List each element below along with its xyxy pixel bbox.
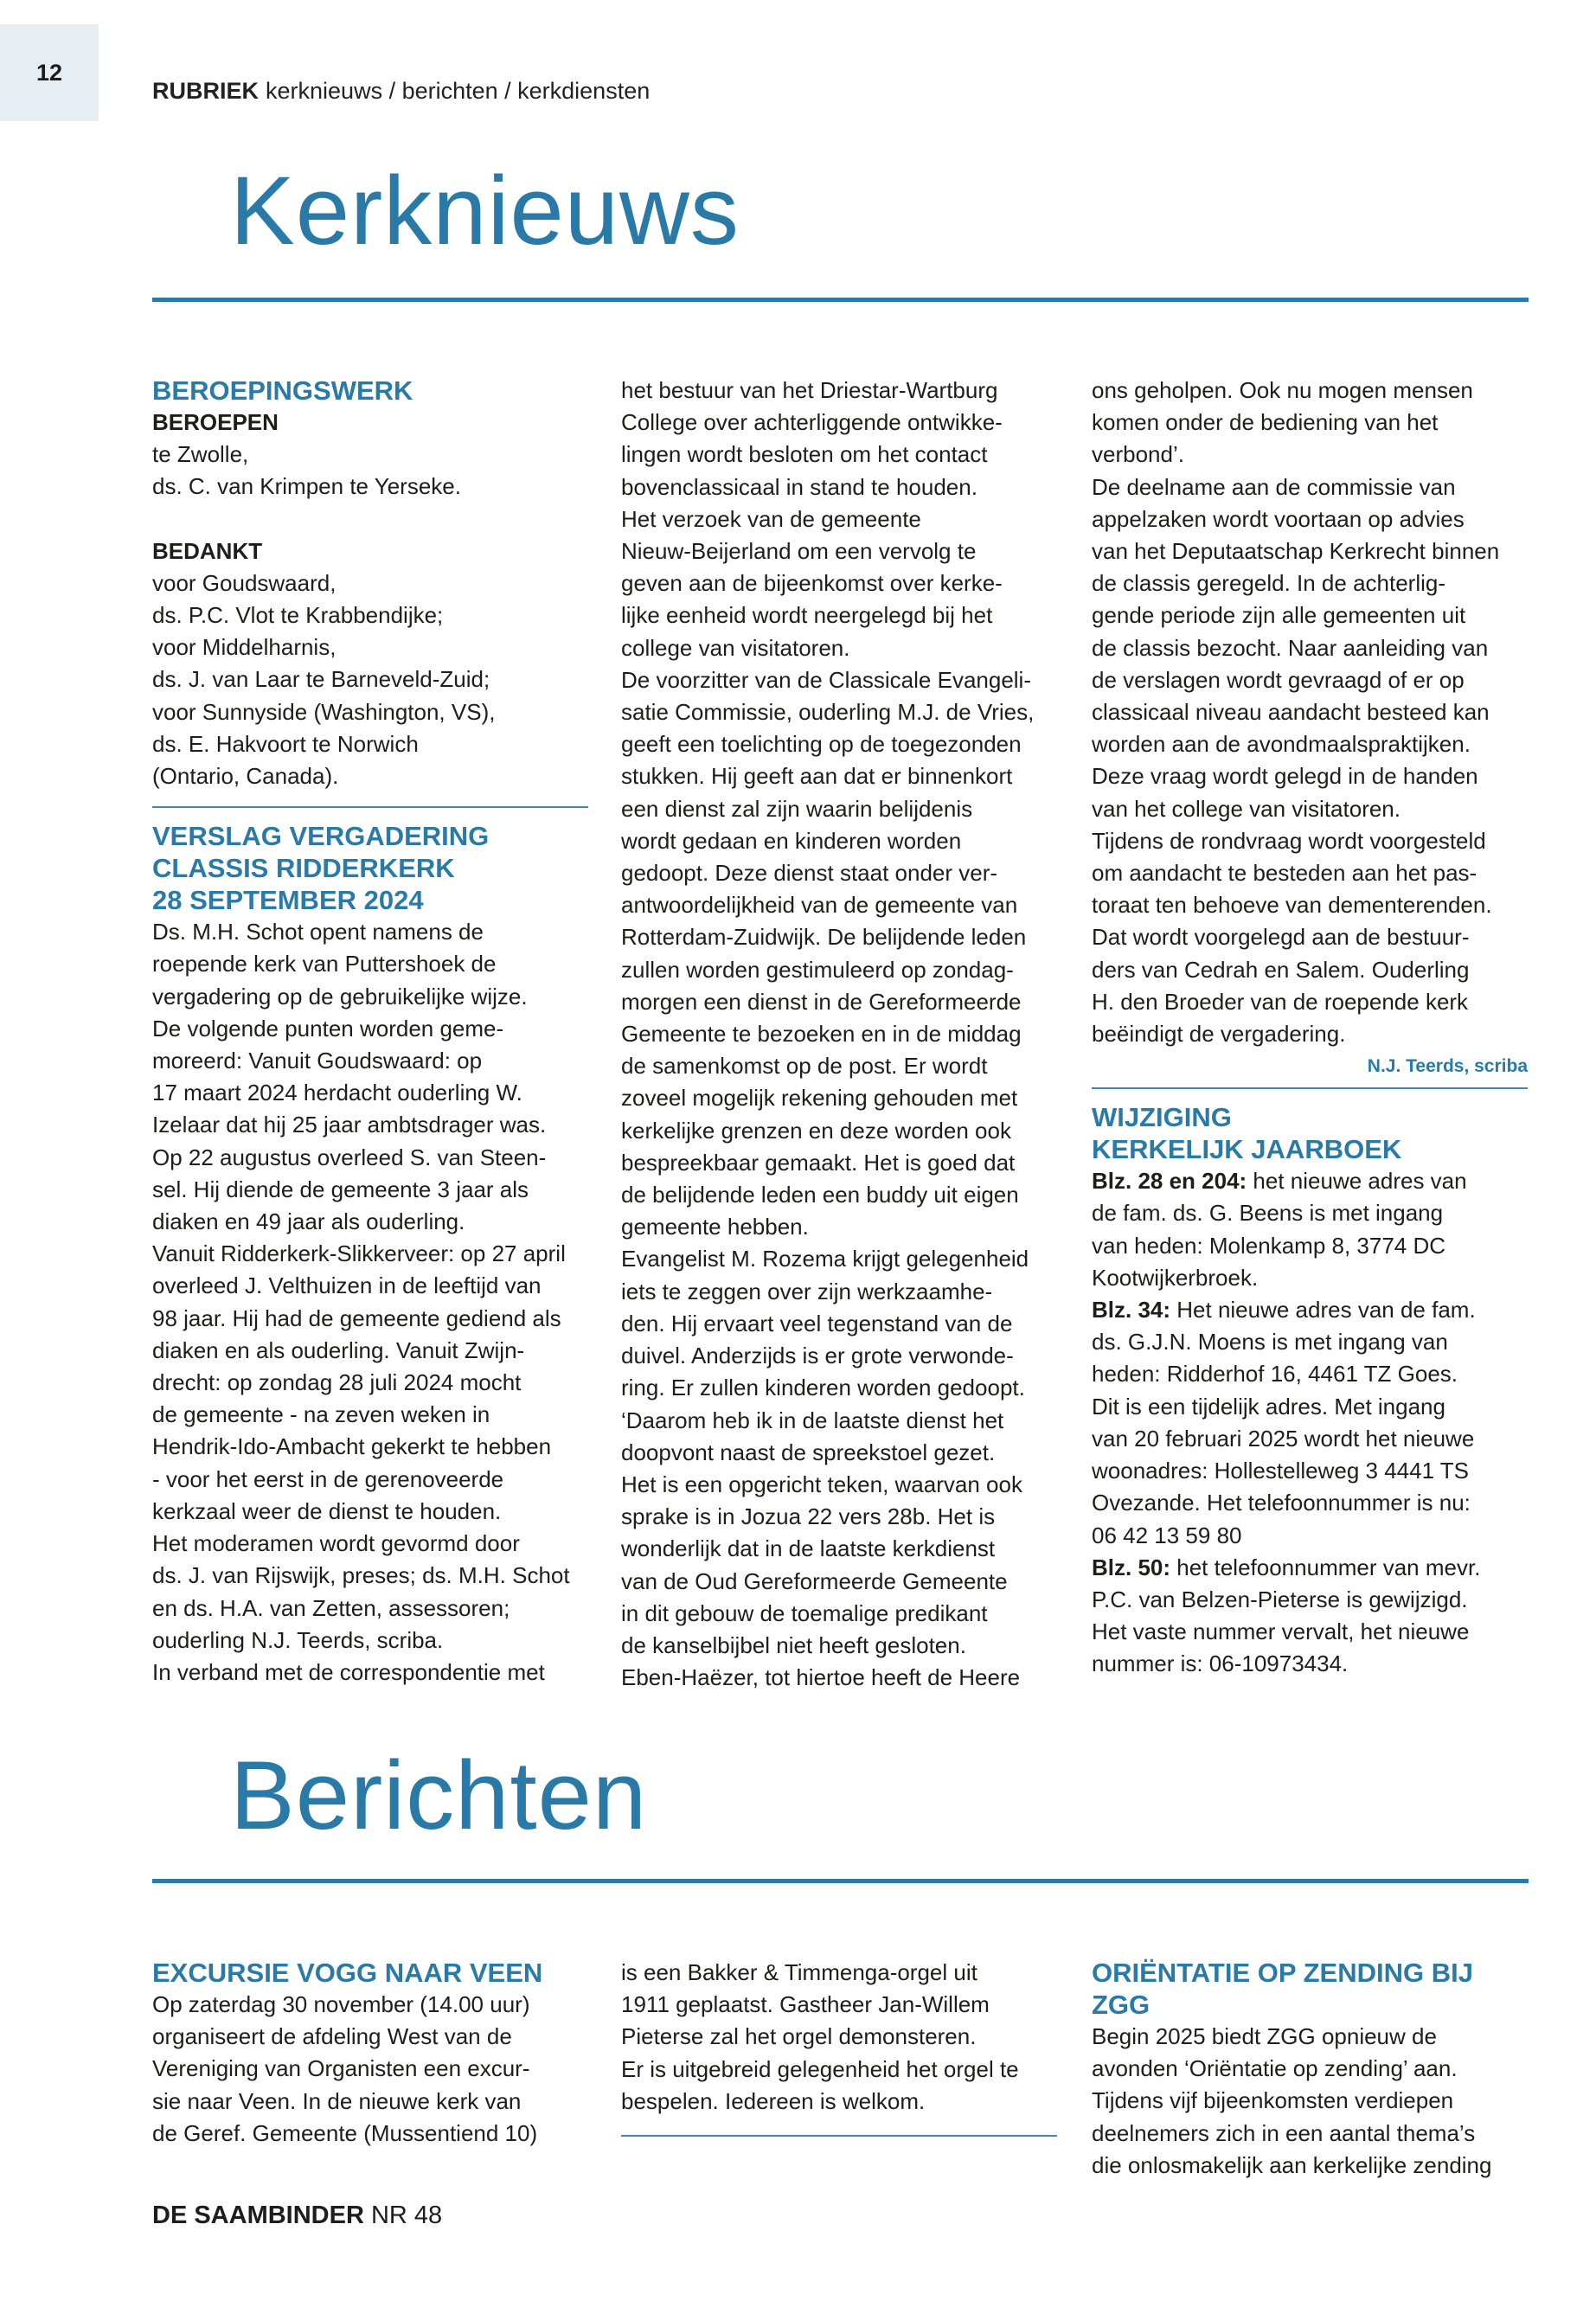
text-line: Tijdens vijf bijeenkomsten verdiepen (1092, 2087, 1454, 2114)
berichten-column-1 (152, 1957, 588, 2150)
text-line: voor Sunnyside (Washington, VS), (152, 698, 496, 725)
text-line: zoveel mogelijk rekening gehouden met (621, 1085, 1018, 1112)
text-line: drecht: op zondag 28 juli 2024 mocht (152, 1369, 522, 1396)
text-line: Dat wordt voorgelegd aan de bestuur- (1092, 924, 1470, 951)
text-line: CLASSIS RIDDERKERK (152, 853, 455, 884)
text-line: P.C. van Belzen-Pieterse is gewijzigd. (1092, 1586, 1468, 1612)
wijziging-heading (1092, 1101, 1528, 1165)
text-line: om aandacht te besteden aan het pas- (1092, 860, 1477, 887)
text-line: VERSLAG VERGADERING (152, 821, 490, 852)
footer (152, 2202, 442, 2230)
text-line: organiseert de afdeling West van de (152, 2023, 512, 2050)
text-line: H. den Broeder van de roepende kerk (1092, 988, 1469, 1015)
text-line: de belijdende leden een buddy uit eigen (621, 1182, 1019, 1208)
text-line: sie naar Veen. In de nieuwe kerk van (152, 2087, 522, 2114)
excursie-heading: EXCURSIE VOGG NAAR VEEN (152, 1958, 543, 1988)
text-line: Er is uitgebreid gelegenheid het orgel te (621, 2055, 1019, 2082)
wijziging-item-3 (1092, 1552, 1528, 1584)
text-line: Rotterdam-Zuidwijk. De belijdende leden (621, 924, 1027, 951)
text-line: avonden ‘Oriëntatie op zending’ aan. (1092, 2055, 1458, 2082)
text-line: toraat ten behoeve van dementerenden. (1092, 892, 1492, 919)
text-line: Dit is een tijdelijk adres. Met ingang (1092, 1393, 1445, 1420)
text-line: ring. Er zullen kinderen worden gedoopt. (621, 1375, 1025, 1401)
text-line: van het college van visitatoren. (1092, 795, 1401, 822)
text-line: bespelen. Iedereen is welkom. (621, 2087, 926, 2114)
wijziging-item-3-first: het telefoonnummer van mevr. (1170, 1554, 1481, 1580)
wijziging-item-3-text (1092, 1584, 1528, 1681)
text-line: ouderling N.J. Teerds, scriba. (152, 1626, 444, 1653)
text-line: Op zaterdag 30 november (14.00 uur) (152, 1991, 530, 2017)
beroepen-subheading: BEROEPEN (152, 409, 279, 435)
text-line: ds. J. van Laar te Barneveld-Zuid; (152, 666, 490, 693)
wijziging-item-2 (1092, 1294, 1528, 1326)
text-line: bovenclassicaal in stand te houden. (621, 473, 977, 500)
wijziging-item-2-text (1092, 1326, 1528, 1551)
text-line: Hendrik-Ido-Ambacht gekerkt te hebben (152, 1433, 552, 1460)
text-line: Gemeente te bezoeken en in de middag (621, 1021, 1022, 1048)
text-line: satie Commissie, ouderling M.J. de Vries, (621, 699, 1035, 726)
text-line: den. Hij ervaart veel tegenstand van de (621, 1310, 1013, 1336)
text-line: ds. P.C. Vlot te Krabbendijke; (152, 602, 444, 629)
page-number: 12 (0, 24, 99, 121)
text-line: Eben-Haëzer, tot hiertoe heeft de Heere (621, 1664, 1021, 1691)
text-line: voor Middelharnis, (152, 634, 337, 661)
text-line: 17 maart 2024 herdacht ouderling W. (152, 1080, 522, 1106)
wijziging-item-2-label: Blz. 34: (1092, 1297, 1171, 1324)
text-line: De volgende punten worden geme- (152, 1015, 504, 1042)
text-line: een dienst zal zijn waarin belijdenis (621, 795, 973, 822)
text-line: Begin 2025 biedt ZGG opnieuw de (1092, 2023, 1437, 2049)
kerknieuws-column-1 (152, 375, 588, 1689)
berichten-title: Berichten (230, 1741, 648, 1849)
text-line: deelnemers zich in een aantal thema’s (1092, 2119, 1476, 2146)
text-line: het bestuur van het Driestar-Wartburg (621, 377, 998, 403)
text-line: te Zwolle, (152, 441, 249, 468)
verslag-end-text (1092, 375, 1528, 1050)
publication-name: DE SAAMBINDER (152, 2202, 364, 2229)
text-line: Het verzoek van de gemeente (621, 505, 921, 532)
berichten-column-2 (621, 1957, 1057, 2149)
text-line: WIJZIGING (1092, 1102, 1232, 1133)
text-line: Evangelist M. Rozema krijgt gelegenheid (621, 1246, 1029, 1272)
verslag-heading (152, 820, 588, 916)
kerknieuws-title: Kerknieuws (230, 157, 740, 265)
text-line: woonadres: Hollestelleweg 3 4441 TS (1092, 1458, 1470, 1484)
text-line: worden aan de avondmaalspraktijken. (1092, 731, 1471, 758)
orientatie-heading: ORIËNTATIE OP ZENDING BIJ ZGG (1092, 1958, 1473, 2020)
rubriek-path: kerknieuws / berichten / kerkdiensten (266, 78, 651, 104)
text-line: ‘Daarom heb ik in de laatste dienst het (621, 1407, 1004, 1433)
excursie-continued-text (621, 1957, 1057, 2118)
beroepingswerk-heading: BEROEPINGSWERK (152, 375, 413, 406)
divider (152, 806, 588, 808)
text-line: duivel. Anderzijds is er grote verwonde- (621, 1343, 1014, 1369)
text-line: van de Oud Gereformeerde Gemeente (621, 1567, 1008, 1594)
text-line: Pieterse zal het orgel demonsteren. (621, 2023, 977, 2050)
bedankt-text (152, 567, 588, 792)
text-line: geven aan de bijeenkomst over kerke- (621, 570, 1003, 597)
text-line: ds. E. Hakvoort te Norwich (152, 730, 419, 757)
text-line: kerkzaal weer de dienst te houden. (152, 1497, 502, 1524)
text-line: ds. J. van Rijswijk, preses; ds. M.H. Schot (152, 1562, 570, 1589)
text-line: KERKELIJK JAARBOEK (1092, 1134, 1402, 1165)
text-line: Vanuit Ridderkerk-Slikkerveer: op 27 april (152, 1240, 566, 1267)
text-line: lingen wordt besloten om het contact (621, 441, 988, 468)
text-line: appelzaken wordt voortaan op advies (1092, 505, 1465, 532)
text-line: gedoopt. Deze dienst staat onder ver- (621, 860, 998, 887)
text-line: Het moderamen wordt gevormd door (152, 1530, 520, 1557)
text-line: - voor het eerst in de gerenoveerde (152, 1465, 504, 1492)
text-line: vergadering op de gebruikelijke wijze. (152, 983, 528, 1009)
text-line: de Geref. Gemeente (Mussentiend 10) (152, 2119, 538, 2146)
text-line: van 20 februari 2025 wordt het nieuwe (1092, 1425, 1475, 1452)
text-line: roepende kerk van Puttershoek de (152, 951, 497, 977)
text-line: Op 22 augustus overleed S. van Steen- (152, 1144, 547, 1170)
text-line: wordt gedaan en kinderen worden (621, 827, 962, 854)
text-line: Het vaste nummer vervalt, het nieuwe (1092, 1618, 1470, 1645)
orientatie-text (1092, 2021, 1528, 2182)
text-line: komen onder de bediening van het (1092, 409, 1439, 436)
kerknieuws-column-3 (1092, 375, 1528, 1681)
wijziging-item-1 (1092, 1165, 1528, 1197)
text-line: heden: Ridderhof 16, 4461 TZ Goes. (1092, 1361, 1458, 1388)
wijziging-item-1-label: Blz. 28 en 204: (1092, 1168, 1247, 1195)
text-line: Vereniging van Organisten een excur- (152, 2055, 530, 2082)
text-line: ds. C. van Krimpen te Yerseke. (152, 473, 461, 500)
text-line: moreerd: Vanuit Goudswaard: op (152, 1048, 483, 1074)
text-line: is een Bakker & Timmenga-orgel uit (621, 1959, 977, 1985)
text-line: iets te zeggen over zijn werkzaamhe- (621, 1278, 993, 1304)
wijziging-item-1-text (1092, 1197, 1528, 1294)
verslag-continued-text (621, 375, 1057, 1694)
text-line: 28 SEPTEMBER 2024 (152, 885, 424, 916)
text-line: de gemeente - na zeven weken in (152, 1401, 490, 1428)
text-line: en ds. H.A. van Zetten, assessoren; (152, 1594, 510, 1621)
text-line: Izelaar dat hij 25 jaar ambtsdrager was. (152, 1112, 547, 1138)
text-line: diaken en als ouderling. Vanuit Zwijn- (152, 1336, 525, 1363)
text-line: ders van Cedrah en Salem. Ouderling (1092, 956, 1470, 983)
text-line: ons geholpen. Ook nu mogen mensen (1092, 377, 1473, 403)
text-line: sprake is in Jozua 22 vers 28b. Het is (621, 1503, 996, 1530)
text-line: wonderlijk dat in de laatste kerkdienst (621, 1535, 996, 1562)
text-line: de fam. ds. G. Beens is met ingang (1092, 1200, 1444, 1227)
text-line: College over achterliggende ontwikke- (621, 409, 1003, 436)
text-line: 1911 geplaatst. Gastheer Jan-Willem (621, 1991, 990, 2018)
text-line: Kootwijkerbroek. (1092, 1264, 1259, 1291)
text-line: zullen worden gestimuleerd op zondag- (621, 956, 1014, 983)
text-line: gemeente hebben. (621, 1214, 809, 1240)
text-line: Ds. M.H. Schot opent namens de (152, 919, 484, 945)
text-line: Tijdens de rondvraag wordt voorgesteld (1092, 827, 1486, 854)
kerknieuws-column-2 (621, 375, 1057, 1694)
text-line: de samenkomst op de post. Er wordt (621, 1053, 988, 1080)
text-line: classicaal niveau aandacht besteed kan (1092, 699, 1490, 726)
signature: N.J. Teerds, scriba (1367, 1056, 1528, 1077)
text-line: (Ontario, Canada). (152, 763, 339, 790)
text-line: Nieuw-Beijerland om een vervolg te (621, 538, 977, 565)
text-line: beëindigt de vergadering. (1092, 1021, 1346, 1048)
text-line: Het is een opgericht teken, waarvan ook (621, 1471, 1022, 1497)
text-line: gende periode zijn alle gemeenten uit (1092, 602, 1466, 629)
divider (621, 2135, 1057, 2137)
text-line: doopvont naast de spreekstoel gezet. (621, 1439, 996, 1465)
text-line: van heden: Molenkamp 8, 3774 DC (1092, 1232, 1446, 1259)
beroepen-text (152, 439, 588, 503)
text-line: voor Goudswaard, (152, 569, 337, 596)
wijziging-item-1-first: het nieuwe adres van (1247, 1168, 1467, 1195)
rubriek-label: RUBRIEK (152, 78, 260, 104)
text-line: lijke eenheid wordt neergelegd bij het (621, 602, 993, 629)
text-line: de verslagen wordt gevraagd of er op (1092, 666, 1465, 693)
excursie-text (152, 1989, 588, 2150)
text-line: ds. G.J.N. Moens is met ingang van (1092, 1329, 1448, 1356)
text-line: de classis bezocht. Naar aanleiding van (1092, 634, 1489, 661)
text-line: In verband met de correspondentie met (152, 1658, 545, 1685)
rubriek-breadcrumb (152, 78, 650, 105)
text-line: overleed J. Velthuizen in de leeftijd van (152, 1272, 542, 1299)
kerknieuws-rule (152, 298, 1529, 302)
text-line: nummer is: 06-10973434. (1092, 1650, 1349, 1677)
text-line: antwoordelijkheid van de gemeente van (621, 892, 1018, 919)
text-line: De deelname aan de commissie van (1092, 473, 1456, 500)
text-line: Ovezande. Het telefoonnummer is nu: (1092, 1490, 1471, 1516)
verslag-text (152, 916, 588, 1689)
issue-number: NR 48 (370, 2202, 443, 2229)
text-line: sel. Hij diende de gemeente 3 jaar als (152, 1176, 529, 1202)
text-line: in dit gebouw de toemalige predikant (621, 1599, 988, 1626)
divider (1092, 1087, 1528, 1089)
text-line: De voorzitter van de Classicale Evangeli- (621, 666, 1031, 693)
wijziging-item-3-label: Blz. 50: (1092, 1554, 1171, 1580)
text-line: verbond’. (1092, 441, 1184, 468)
text-line: de classis geregeld. In de achterlig- (1092, 570, 1446, 597)
text-line: diaken en 49 jaar als ouderling. (152, 1208, 465, 1235)
berichten-column-3 (1092, 1957, 1528, 2182)
bedankt-subheading: BEDANKT (152, 537, 263, 564)
text-line: die onlosmakelijk aan kerkelijke zending (1092, 2151, 1492, 2178)
text-line: 98 jaar. Hij had de gemeente gediend als (152, 1304, 561, 1331)
wijziging-item-2-first: Het nieuwe adres van de fam. (1170, 1297, 1476, 1324)
text-line: geeft een toelichting op de toegezonden (621, 731, 1022, 758)
text-line: morgen een dienst in de Gereformeerde (621, 988, 1022, 1015)
text-line: 06 42 13 59 80 (1092, 1522, 1242, 1548)
text-line: bespreekbaar gemaakt. Het is goed dat (621, 1149, 1016, 1176)
berichten-rule (152, 1879, 1529, 1883)
text-line: Deze vraag wordt gelegd in de handen (1092, 763, 1478, 790)
text-line: college van visitatoren. (621, 634, 850, 661)
text-line: van het Deputaatschap Kerkrecht binnen (1092, 538, 1500, 565)
text-line: stukken. Hij geeft aan dat er binnenkort (621, 763, 1013, 790)
text-line: kerkelijke grenzen en deze worden ook (621, 1117, 1011, 1144)
text-line: de kanselbijbel niet heeft gesloten. (621, 1631, 966, 1658)
